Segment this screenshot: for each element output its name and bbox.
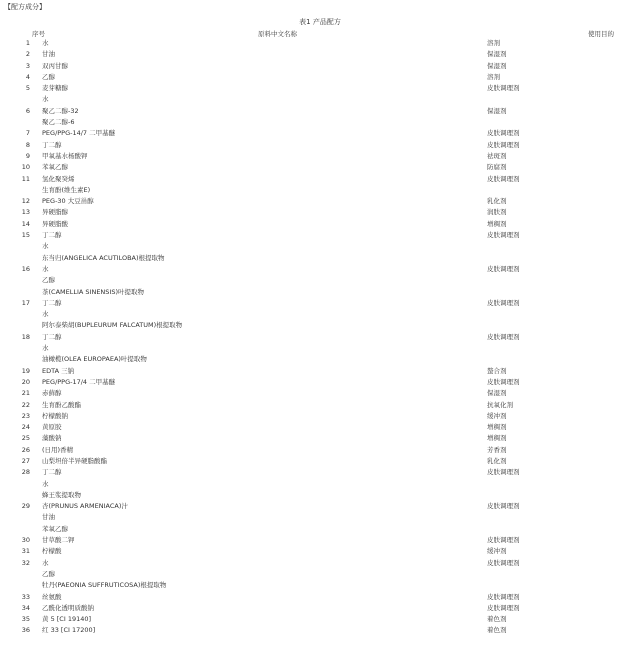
row-number: 11 — [21, 174, 30, 183]
ingredient-name: PEG/PPG-17/4 二甲基醚 — [42, 377, 116, 386]
ingredient-names — [42, 106, 487, 129]
ingredient-name: 丁二醇 — [42, 298, 62, 307]
purpose: 保湿剂 — [487, 50, 507, 59]
ingredient-name: 蜂王浆提取物 — [42, 490, 81, 499]
ingredient-name: 水 — [42, 264, 49, 273]
ingredient-name: 茶(CAMELLIA SINENSIS)叶提取物 — [42, 287, 144, 296]
ingredient-name: 丝氨酸 — [42, 592, 62, 601]
row-number: 25 — [21, 434, 30, 443]
table-row — [0, 38, 640, 49]
ingredient-name: (日用)香精 — [42, 445, 74, 454]
section-header: 【配方成分】 — [4, 3, 46, 11]
table-row — [0, 332, 640, 366]
purpose: 溶剂 — [487, 72, 500, 81]
ingredient-name: 杏(PRUNUS ARMENIACA)汁 — [42, 502, 128, 511]
ingredient-name: 牡丹(PAEONIA SUFFRUTICOSA)根提取物 — [42, 581, 167, 590]
ingredient-names — [42, 501, 487, 535]
ingredient-name: 甘草酸二钾 — [42, 536, 75, 545]
column-header-name: 原料中文名称 — [258, 30, 297, 38]
row-number: 1 — [25, 39, 30, 47]
ingredient-names — [42, 366, 487, 377]
row-number: 9 — [25, 151, 30, 160]
purpose: 皮肤调理剂 — [487, 231, 520, 240]
ingredient-name: 东当归(ANGELICA ACUTILOBA)根提取物 — [42, 253, 165, 262]
ingredient-names — [42, 61, 487, 72]
ingredient-names — [42, 467, 487, 501]
ingredient-name: 红 33 [CI 17200] — [42, 626, 96, 635]
table-row — [0, 207, 640, 218]
ingredient-names — [42, 83, 487, 106]
table-row — [0, 72, 640, 83]
table-row — [0, 128, 640, 139]
purpose: 保湿剂 — [487, 61, 507, 70]
table-row — [0, 298, 640, 332]
purpose: 乳化剂 — [487, 456, 507, 465]
purpose: 皮肤调理剂 — [487, 468, 520, 477]
ingredient-name: 麦芽糖醇 — [42, 84, 68, 93]
ingredient-name: 氢化聚癸烯 — [42, 174, 75, 183]
ingredient-names — [42, 72, 487, 83]
table-row — [0, 61, 640, 72]
ingredient-name: 乙酰化透明质酸钠 — [42, 603, 94, 612]
ingredient-names — [42, 174, 487, 197]
row-number: 8 — [25, 140, 30, 149]
ingredient-name: 水 — [42, 558, 49, 567]
table-row — [0, 174, 640, 197]
ingredient-names — [42, 456, 487, 467]
purpose: 皮肤调理剂 — [487, 140, 520, 149]
purpose: 皮肤调理剂 — [487, 84, 520, 93]
table-row — [0, 106, 640, 129]
purpose: 保湿剂 — [487, 106, 507, 115]
ingredient-names — [42, 422, 487, 433]
ingredient-name: 柠檬酸 — [42, 547, 62, 556]
ingredient-name: 水 — [42, 95, 49, 104]
purpose: 着色剂 — [487, 615, 507, 624]
ingredient-name: PEG-30 大豆甾醇 — [42, 197, 94, 206]
purpose: 皮肤调理剂 — [487, 264, 520, 273]
purpose: 增稠剂 — [487, 423, 507, 432]
ingredient-names — [42, 140, 487, 151]
purpose: 皮肤调理剂 — [487, 603, 520, 612]
row-number: 18 — [21, 332, 30, 341]
ingredient-name: 异硬脂醇 — [42, 208, 68, 217]
purpose: 增稠剂 — [487, 434, 507, 443]
purpose: 皮肤调理剂 — [487, 298, 520, 307]
row-number: 32 — [21, 558, 30, 567]
ingredient-name: 乙醇 — [42, 569, 55, 578]
table-row — [0, 625, 640, 636]
ingredient-names — [42, 388, 487, 399]
table-row — [0, 433, 640, 444]
ingredient-names — [42, 592, 487, 603]
row-number: 10 — [21, 163, 30, 172]
ingredient-names — [42, 219, 487, 230]
ingredient-names — [42, 298, 487, 332]
row-number: 21 — [21, 389, 30, 398]
purpose: 增稠剂 — [487, 219, 507, 228]
table-row — [0, 535, 640, 546]
row-number: 30 — [21, 536, 30, 545]
row-number: 26 — [21, 445, 30, 454]
ingredient-name: 丁二醇 — [42, 468, 62, 477]
ingredient-name: 黄 5 [CI 19140] — [42, 615, 92, 624]
purpose: 螯合剂 — [487, 366, 507, 375]
table-row — [0, 400, 640, 411]
row-number: 12 — [21, 197, 30, 206]
purpose: 防腐剂 — [487, 163, 507, 172]
row-number: 29 — [21, 502, 30, 511]
ingredient-names — [42, 264, 487, 298]
row-number: 22 — [21, 400, 30, 409]
ingredient-name: PEG/PPG-14/7 二甲基醚 — [42, 129, 116, 138]
purpose: 乳化剂 — [487, 197, 507, 206]
ingredient-name: 生育酚乙酸酯 — [42, 400, 81, 409]
table-row — [0, 377, 640, 388]
table-row — [0, 411, 640, 422]
row-number: 17 — [21, 298, 30, 307]
ingredient-names — [42, 625, 487, 636]
table-row — [0, 422, 640, 433]
row-number: 36 — [21, 626, 30, 635]
table-row — [0, 456, 640, 467]
ingredient-name: 水 — [42, 479, 49, 488]
ingredient-name: 生育酚(维生素E) — [42, 185, 91, 194]
purpose: 润肤剂 — [487, 208, 507, 217]
row-number: 5 — [25, 84, 30, 93]
ingredient-name: 聚乙二醇-6 — [42, 118, 75, 127]
ingredient-names — [42, 603, 487, 614]
ingredient-name: 双丙甘醇 — [42, 61, 68, 70]
ingredient-name: 苯氧乙醇 — [42, 524, 68, 533]
purpose: 抗氧化剂 — [487, 400, 513, 409]
table-row — [0, 264, 640, 298]
table-row — [0, 501, 640, 535]
table-row — [0, 140, 640, 151]
ingredient-names — [42, 49, 487, 60]
purpose: 保湿剂 — [487, 389, 507, 398]
purpose: 皮肤调理剂 — [487, 174, 520, 183]
purpose: 祛斑剂 — [487, 151, 507, 160]
row-number: 19 — [21, 366, 30, 375]
table-row — [0, 546, 640, 557]
purpose: 着色剂 — [487, 626, 507, 635]
ingredient-name: 柠檬酸钠 — [42, 411, 68, 420]
row-number: 16 — [21, 264, 30, 273]
row-number: 4 — [25, 72, 30, 81]
table-row — [0, 366, 640, 377]
ingredient-names — [42, 377, 487, 388]
purpose: 皮肤调理剂 — [487, 377, 520, 386]
ingredient-name: 丁二醇 — [42, 140, 62, 149]
ingredient-names — [42, 433, 487, 444]
row-number: 34 — [21, 603, 30, 612]
row-number: 35 — [21, 615, 30, 624]
ingredient-names — [42, 196, 487, 207]
table-row — [0, 151, 640, 162]
table-row — [0, 83, 640, 106]
ingredient-name: 山梨坦倍半异硬脂酸酯 — [42, 456, 107, 465]
row-number: 23 — [21, 411, 30, 420]
ingredient-name: 藻酸钠 — [42, 434, 62, 443]
ingredient-names — [42, 230, 487, 264]
ingredient-table-body — [0, 38, 640, 637]
ingredient-name: 苯氧乙醇 — [42, 163, 68, 172]
column-header-no: 序号 — [32, 30, 45, 38]
row-number: 13 — [21, 208, 30, 217]
row-number: 28 — [21, 468, 30, 477]
table-row — [0, 388, 640, 399]
ingredient-names — [42, 332, 487, 366]
ingredient-names — [42, 38, 487, 49]
ingredient-name: 丁二醇 — [42, 332, 62, 341]
row-number: 20 — [21, 377, 30, 386]
purpose: 皮肤调理剂 — [487, 558, 520, 567]
ingredient-name: 甘油 — [42, 50, 55, 59]
ingredient-name: 阿尔泰柴胡(BUPLEURUM FALCATUM)根提取物 — [42, 321, 183, 330]
ingredient-name: 水 — [42, 242, 49, 251]
ingredient-name: 乙醇 — [42, 276, 55, 285]
table-row — [0, 592, 640, 603]
row-number: 14 — [21, 219, 30, 228]
table-row — [0, 445, 640, 456]
ingredient-names — [42, 128, 487, 139]
row-number: 31 — [21, 547, 30, 556]
row-number: 3 — [25, 61, 30, 70]
table-row — [0, 230, 640, 264]
row-number: 27 — [21, 456, 30, 465]
purpose: 皮肤调理剂 — [487, 332, 520, 341]
row-number: 33 — [21, 592, 30, 601]
ingredient-name: 异硬脂酸 — [42, 219, 68, 228]
ingredient-name: 甘油 — [42, 513, 55, 522]
ingredient-names — [42, 546, 487, 557]
table-row — [0, 467, 640, 501]
table-row — [0, 603, 640, 614]
purpose: 皮肤调理剂 — [487, 502, 520, 511]
purpose: 缓冲剂 — [487, 547, 507, 556]
purpose: 皮肤调理剂 — [487, 592, 520, 601]
table-row — [0, 614, 640, 625]
table-title: 表1 产品配方 — [299, 18, 341, 26]
ingredient-name: 聚乙二醇-32 — [42, 106, 79, 115]
ingredient-name: 水 — [42, 344, 49, 353]
ingredient-name: 丁二醇 — [42, 231, 62, 240]
ingredient-names — [42, 162, 487, 173]
ingredient-names — [42, 151, 487, 162]
purpose: 溶剂 — [487, 39, 500, 47]
row-number: 15 — [21, 231, 30, 240]
ingredient-name: EDTA 三钠 — [42, 366, 75, 375]
table-row — [0, 219, 640, 230]
ingredient-names — [42, 535, 487, 546]
table-row — [0, 49, 640, 60]
purpose: 芳香剂 — [487, 445, 507, 454]
purpose: 缓冲剂 — [487, 411, 507, 420]
ingredient-names — [42, 614, 487, 625]
row-number: 6 — [25, 106, 30, 115]
column-header-purpose: 使用目的 — [588, 30, 614, 38]
table-row — [0, 196, 640, 207]
row-number: 2 — [25, 50, 30, 59]
table-row — [0, 558, 640, 592]
table-row — [0, 162, 640, 173]
ingredient-name: 水 — [42, 310, 49, 319]
purpose: 皮肤调理剂 — [487, 536, 520, 545]
row-number: 24 — [21, 423, 30, 432]
row-number: 7 — [25, 129, 30, 138]
purpose: 皮肤调理剂 — [487, 129, 520, 138]
ingredient-name: 甲氧基水杨酸钾 — [42, 151, 88, 160]
ingredient-names — [42, 445, 487, 456]
ingredient-name: 黄原胶 — [42, 423, 62, 432]
ingredient-name: 乙醇 — [42, 72, 55, 81]
ingredient-names — [42, 207, 487, 218]
ingredient-names — [42, 400, 487, 411]
ingredient-names — [42, 411, 487, 422]
ingredient-name: 水 — [42, 39, 49, 47]
ingredient-name: 油橄榄(OLEA EUROPAEA)叶提取物 — [42, 355, 147, 364]
ingredient-name: 赤藓醇 — [42, 389, 62, 398]
ingredient-names — [42, 558, 487, 592]
